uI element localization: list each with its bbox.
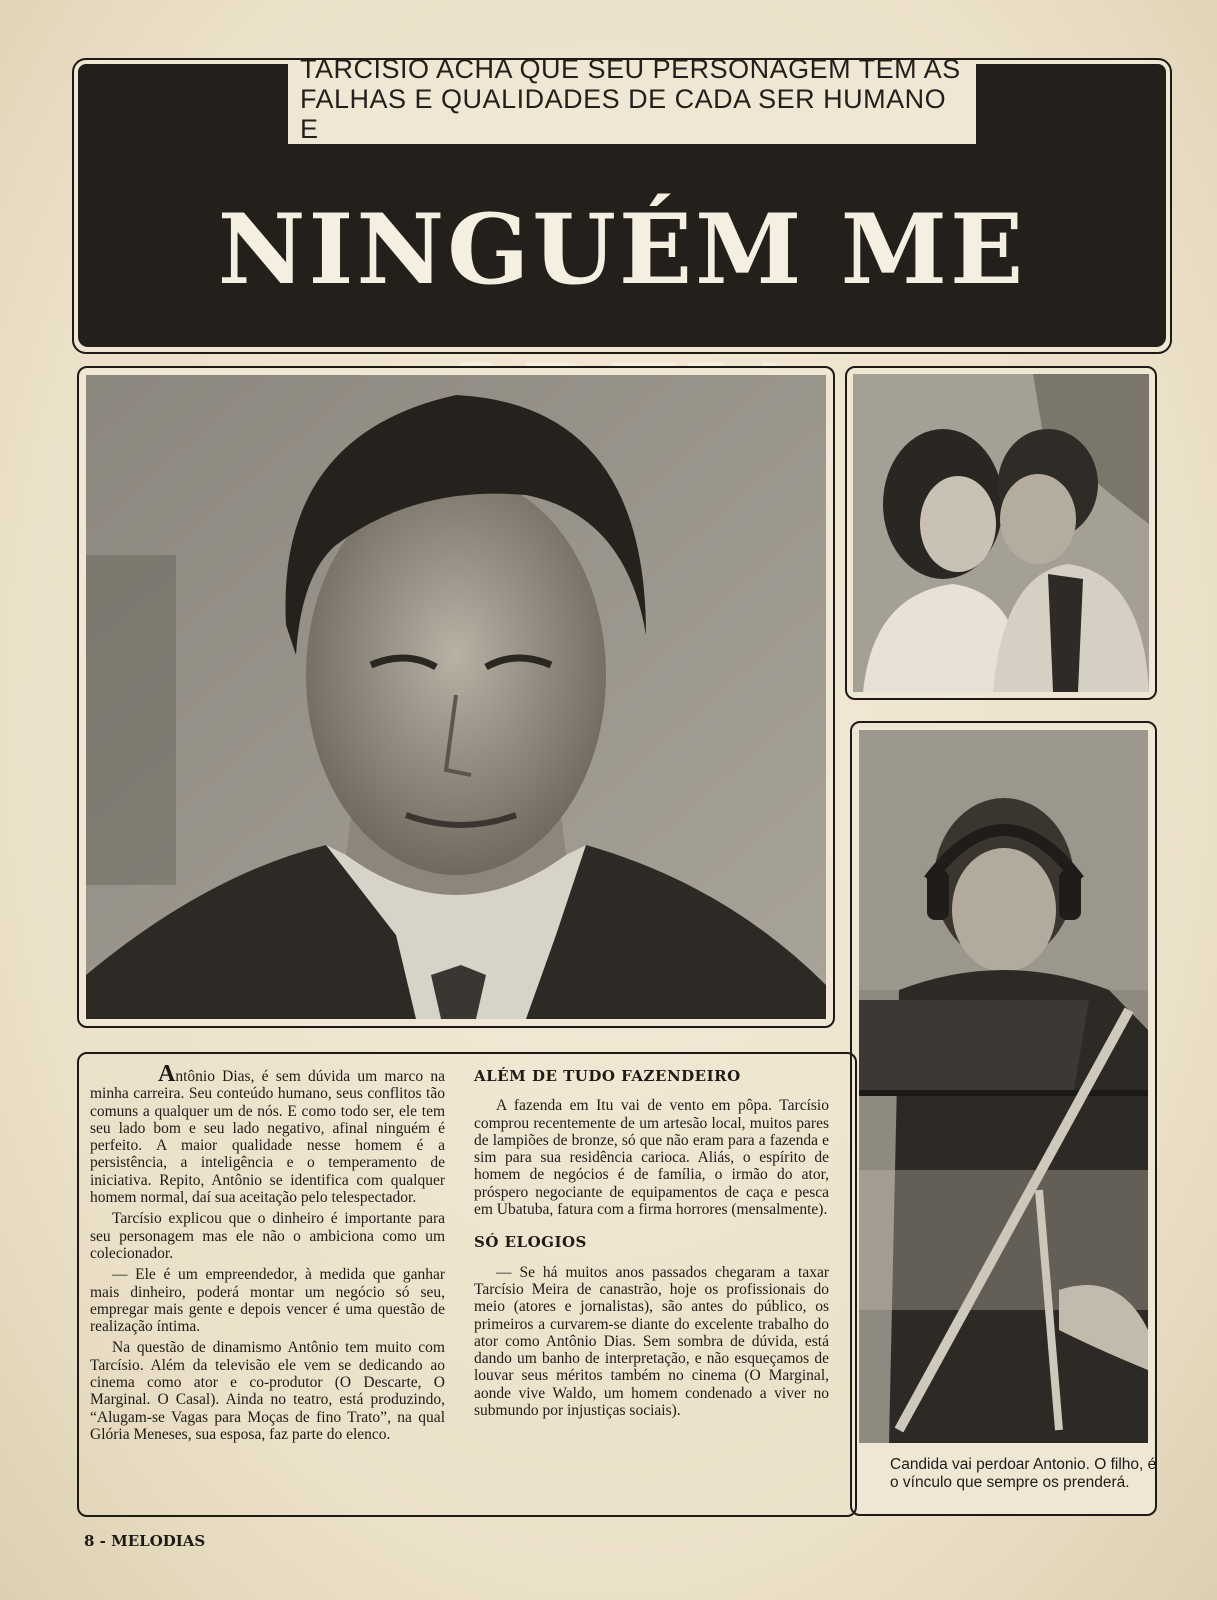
deck-text [300,54,970,174]
deck-line-1: TARCISIO ACHA QUE SEU PERSONAGEM TEM AS [300,54,961,84]
header-black-bar-right [976,64,1166,144]
subheading-elogios: SÓ ELOGIOS [474,1233,587,1252]
left-paragraph-4: Na questão de dinamismo Antônio tem muito com Tarcísio. Além da televisão ele vem se dedicando ao cinema como ator e co-produtor (O Descarte, O Marginal. O Casal). Ainda no teatro, está produzindo, “Alugam-se Vagas para Moças de fino Trato”, na qual Glória Meneses, sua esposa, faz parte do elenco. [90,1339,445,1443]
couple-photo [853,374,1149,692]
deck-line-3: AFIRMA, EM “ESCALADA”: [300,144,646,174]
left-paragraph-1: ntônio Dias, é sem dúvida um marco na minha carreira. Seu conteúdo humano, seus conflitos tão comuns a qualquer um de nós. E como todo ser, ele tem seu lado bom e seu lado negativo, afinal ninguém é perfeito. A maior qualidade nesse homem é a persistência, a inteligência e o temperamento de iniciativa. Repito, Antônio se identifica com qualquer homem normal, daí sua aceitação pelo telespectador. [90,1068,445,1207]
article-column-right [474,1066,829,1423]
photo-caption: Candida vai perdoar Antonio. O filho, é o vínculo que sempre os prenderá. [890,1456,1157,1491]
page-folio: 8 - MELODIAS [84,1532,206,1550]
left-paragraph-3: — Ele é um empreendedor, à medida que ganhar mais dinheiro, poderá montar um negócio só seu, empregar mais gente e depois vencer é uma questão de realização íntima. [90,1266,445,1336]
right-paragraph-2: — Se há muitos anos passados chegaram a taxar Tarcísio Meira de canastrão, hoje os profissionais do meio (atores e jornalistas), são antes do público, os primeiros a curvarem-se diante do excelente trabalho do ator como Antônio Dias. Sem sombra de dúvida, está dando um banho de interpretação, e não esqueçamos de louvar seus méritos também no cinema (O Marginal, aonde vive Waldo, um homem condenado a viver no submundo por injustiças sociais). [474,1263,829,1420]
dropcap: A [158,1061,176,1087]
header-black-bar-left [78,64,288,144]
article-column-left [90,1061,445,1447]
deck-line-2: FALHAS E QUALIDADES DE CADA SER HUMANO E [300,84,947,144]
subheading-fazendeiro: ALÉM DE TUDO FAZENDEIRO [474,1067,741,1085]
main-portrait-photo [86,375,826,1019]
right-paragraph-1: A fazenda em Itu vai de vento em pôpa. Tarcísio comprou recentemente de um artesão local, muitos pares de lampiões de bronze, só que não eram para a fazenda e sim para sua residência carioca. Aliás, o espírito de homem de negócios é de família, o irmão do ator, próspero negociante de equipamentos de caça e pesca em Ubatuba, fatura com a firma horrores (mensalmente). [474,1097,829,1219]
headphones-photo [859,730,1148,1443]
left-paragraph-2: Tarcísio explicou que o dinheiro é importante para seu personagem mas ele não o ambiciona como um colecionador. [90,1210,445,1262]
headline: NINGUÉM ME [217,193,1027,306]
